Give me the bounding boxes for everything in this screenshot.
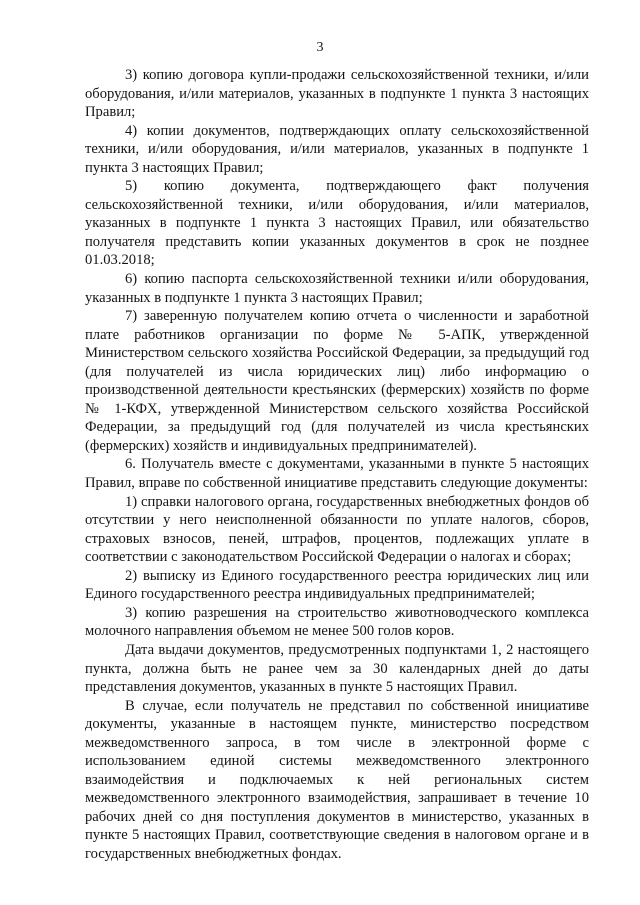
paragraph-item-4-payment: 4) копии документов, подтверждающих оплату сельскохозяйственной техники, и/или оборудования, и/или материалов, указанных в подпункте 1 пункта 3 настоящих Правил; [85, 122, 589, 176]
paragraph-issue-date: Дата выдачи документов, предусмотренных подпунктами 1, 2 настоящего пункта, должна быть не ранее чем за 30 календарных дней до даты представления документов, указанных в пункте 5 настоящих Правил. [85, 641, 589, 696]
paragraph-clause-6: 6. Получатель вместе с документами, указанными в пункте 5 настоящих Правил, вправе по собственной инициативе представить следующие документы: [85, 456, 589, 492]
paragraph-clause-6-item-1: 1) справки налогового органа, государственных внебюджетных фондов об отсутствии у него неисполненной обязанности по уплате налогов, сборов, страховых взносов, пеней, штрафов, процентов, подлежащих уплате в соответствии с законодательством Российской Федерации о налогах и сборах; [85, 493, 589, 566]
page-number: 3 [316, 40, 324, 55]
paragraph-item-3-contract: 3) копию договора купли-продажи сельскохозяйственной техники, и/или оборудования, и/или материалов, указанных в подпункте 1 пункта 3 настоящих Правил; [85, 67, 589, 121]
document-body [85, 66, 589, 864]
paragraph-interagency-request: В случае, если получатель не представил по собственной инициативе документы, указанные в настоящем пункте, министерство посредством межведомственного запроса, в том числе в электронной форме с использованием единой системы межведомственного электронного взаимодействия и подключаемых к ней региональных систем межведомственного электронного взаимодействия, запрашивает в течение 10 рабочих дней со дня поступления документов в министерство, указанных в пункте 5 настоящих Правил, соответствующие сведения в налоговом органе и в государственных внебюджетных фондах. [85, 697, 589, 862]
paragraph-item-5-receipt: 5) копию документа, подтверждающего факт получения сельскохозяйственной техники, и/или оборудования, и/или материалов, указанных в подпункте 1 пункта 3 настоящих Правил, или обязательство получателя представить копии указанных документов в срок не позднее 01.03.2018; [85, 178, 589, 269]
paragraph-clause-6-item-2: 2) выписку из Единого государственного реестра юридических лиц или Единого государственного реестра индивидуальных предпринимателей; [85, 567, 589, 603]
paragraph-item-6-passport: 6) копию паспорта сельскохозяйственной техники и/или оборудования, указанных в подпункте 1 пункта 3 настоящих Правил; [85, 271, 589, 306]
paragraph-clause-6-item-3: 3) копию разрешения на строительство животноводческого комплекса молочного направления объемом не менее 500 голов коров. [85, 604, 589, 640]
paragraph-item-7-report: 7) заверенную получателем копию отчета о численности и заработной плате работников организации по форме № 5-АПК, утвержденной Министерством сельского хозяйства Российской Федерации, за предыдущий год (для получателей из числа юридических лиц) либо информацию о производственной деятельности крестьянских (фермерских) хозяйств по форме № 1-КФХ, утвержденной Министерством сельского хозяйства Российской Федерации, за предыдущий год (для получателей из числа крестьянских (фермерских) хозяйств и индивидуальных предпринимателей). [85, 308, 589, 454]
